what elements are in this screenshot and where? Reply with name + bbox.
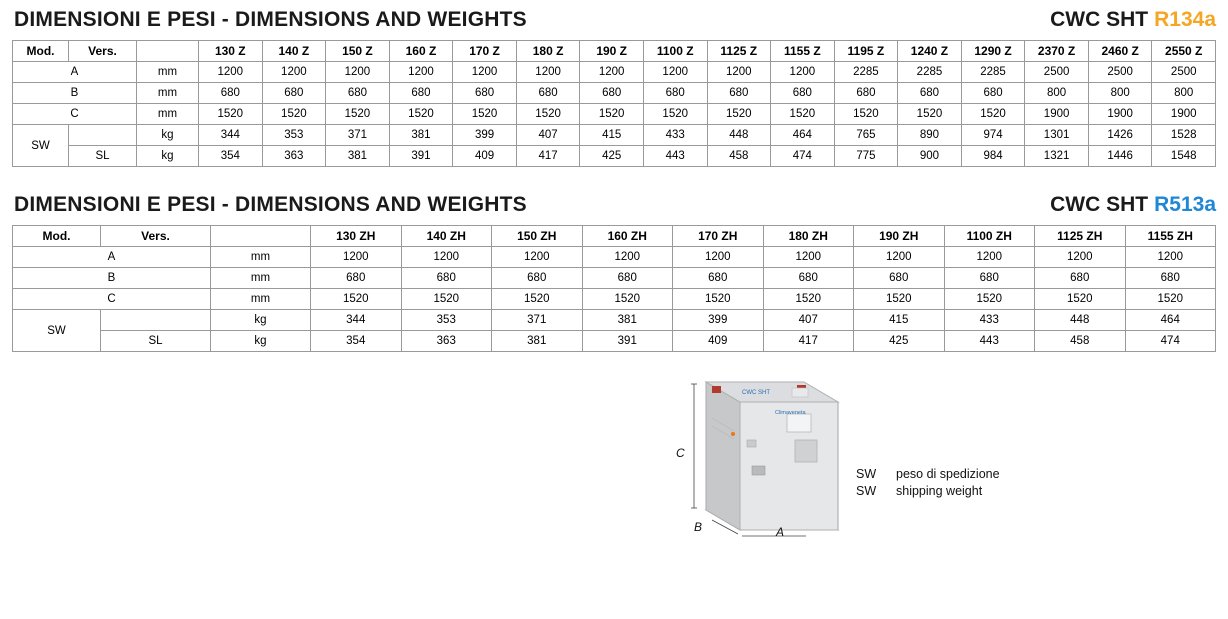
header-unit — [211, 226, 311, 247]
row-label: C — [13, 104, 137, 125]
table-row — [13, 331, 1216, 352]
legend-text: peso di spedizione — [896, 467, 1000, 481]
row-unit: mm — [137, 83, 199, 104]
cell: 458 — [1035, 331, 1126, 352]
cell: 680 — [771, 83, 835, 104]
dimension-label-a: A — [776, 525, 785, 539]
cell: 1200 — [582, 247, 673, 268]
cell: 1520 — [771, 104, 835, 125]
row-unit: mm — [211, 268, 311, 289]
header-col-2: 150 Z — [326, 41, 390, 62]
legend-row — [856, 466, 1000, 483]
table-row — [13, 310, 1216, 331]
cell: 1200 — [262, 62, 326, 83]
legend-key: SW — [856, 484, 877, 498]
row-unit: mm — [211, 247, 311, 268]
cell: 1520 — [311, 289, 402, 310]
cell: 1528 — [1152, 125, 1216, 146]
cell: 1520 — [898, 104, 962, 125]
cell: 1520 — [673, 289, 764, 310]
cell: 474 — [771, 146, 835, 167]
cell: 1520 — [262, 104, 326, 125]
cell: 391 — [582, 331, 673, 352]
header-col-3: 160 ZH — [582, 226, 673, 247]
header-col-2: 150 ZH — [492, 226, 583, 247]
cell: 1200 — [199, 62, 263, 83]
cell: 680 — [401, 268, 492, 289]
cell: 1200 — [1035, 247, 1126, 268]
header-vers: Vers. — [101, 226, 211, 247]
cell: 363 — [262, 146, 326, 167]
cell: 1520 — [643, 104, 707, 125]
header-col-6: 190 ZH — [854, 226, 945, 247]
cell: 1520 — [326, 104, 390, 125]
cell: 1200 — [673, 247, 764, 268]
cell: 381 — [492, 331, 583, 352]
cell: 433 — [944, 310, 1035, 331]
cell: 399 — [673, 310, 764, 331]
cell: 680 — [311, 268, 402, 289]
cell: 680 — [854, 268, 945, 289]
refrigerant-label-2: R513a — [1154, 193, 1216, 216]
cell: 415 — [854, 310, 945, 331]
row-label: A — [13, 247, 211, 268]
header-col-1: 140 ZH — [401, 226, 492, 247]
cell: 900 — [898, 146, 962, 167]
cell: 984 — [961, 146, 1025, 167]
cell: 407 — [763, 310, 854, 331]
cell: 1200 — [580, 62, 644, 83]
cell: 1321 — [1025, 146, 1089, 167]
cell: 1520 — [516, 104, 580, 125]
cell: 1200 — [453, 62, 517, 83]
dimension-label-c: C — [676, 446, 685, 460]
cell: 425 — [854, 331, 945, 352]
cell: 353 — [262, 125, 326, 146]
spacer-3 — [0, 217, 1228, 225]
cell: 353 — [401, 310, 492, 331]
section-title-2: DIMENSIONI E PESI - DIMENSIONS AND WEIGHTS — [14, 193, 527, 216]
cell: 1446 — [1088, 146, 1152, 167]
header-col-1: 140 Z — [262, 41, 326, 62]
table-header-row — [13, 226, 1216, 247]
cell: 680 — [199, 83, 263, 104]
spacer-top — [0, 0, 1228, 8]
cell: 2500 — [1025, 62, 1089, 83]
row-vers-sl: SL — [101, 331, 211, 352]
cell: 399 — [453, 125, 517, 146]
cell: 2285 — [961, 62, 1025, 83]
cell: 680 — [1125, 268, 1216, 289]
cell: 448 — [707, 125, 771, 146]
cell: 680 — [1035, 268, 1126, 289]
row-label: A — [13, 62, 137, 83]
cell: 1520 — [453, 104, 517, 125]
cell: 354 — [199, 146, 263, 167]
cell: 1200 — [389, 62, 453, 83]
figure-area — [0, 362, 1228, 552]
cell: 974 — [961, 125, 1025, 146]
dimensions-table-1 — [12, 40, 1216, 167]
cell: 2285 — [834, 62, 898, 83]
header-col-7: 1100 Z — [643, 41, 707, 62]
row-unit: mm — [137, 104, 199, 125]
cell: 381 — [389, 125, 453, 146]
cell: 371 — [492, 310, 583, 331]
legend — [856, 466, 1000, 500]
cell: 448 — [1035, 310, 1126, 331]
cell: 680 — [898, 83, 962, 104]
cell: 680 — [516, 83, 580, 104]
cell: 1520 — [707, 104, 771, 125]
cell: 1520 — [763, 289, 854, 310]
cell: 1520 — [854, 289, 945, 310]
cell: 1200 — [707, 62, 771, 83]
cell: 680 — [389, 83, 453, 104]
header-col-8: 1125 Z — [707, 41, 771, 62]
header-col-4: 170 Z — [453, 41, 517, 62]
cell: 409 — [673, 331, 764, 352]
header-col-5: 180 ZH — [763, 226, 854, 247]
cell: 381 — [326, 146, 390, 167]
cell: 474 — [1125, 331, 1216, 352]
cell: 1200 — [1125, 247, 1216, 268]
table-row — [13, 62, 1216, 83]
model-name-2: CWC SHT — [1050, 193, 1149, 216]
cell: 417 — [516, 146, 580, 167]
section-header-2 — [0, 193, 1228, 217]
section-header-1 — [0, 8, 1228, 32]
cell: 1520 — [401, 289, 492, 310]
cell: 800 — [1025, 83, 1089, 104]
cell: 1200 — [763, 247, 854, 268]
cell: 800 — [1088, 83, 1152, 104]
unit-illustration — [0, 362, 1228, 552]
cell: 1200 — [516, 62, 580, 83]
header-col-6: 190 Z — [580, 41, 644, 62]
cell: 425 — [580, 146, 644, 167]
table-row — [13, 104, 1216, 125]
legend-row — [856, 483, 1000, 500]
cell: 433 — [643, 125, 707, 146]
cell: 680 — [582, 268, 673, 289]
table-row — [13, 125, 1216, 146]
header-col-9: 1155 Z — [771, 41, 835, 62]
header-unit — [137, 41, 199, 62]
cell: 680 — [262, 83, 326, 104]
cell: 443 — [643, 146, 707, 167]
cell: 1520 — [834, 104, 898, 125]
cell: 1200 — [854, 247, 945, 268]
row-unit: kg — [211, 331, 311, 352]
row-unit: mm — [211, 289, 311, 310]
cell: 1520 — [492, 289, 583, 310]
cell: 1200 — [771, 62, 835, 83]
header-col-14: 2460 Z — [1088, 41, 1152, 62]
cell: 1200 — [944, 247, 1035, 268]
cell: 443 — [944, 331, 1035, 352]
cell: 1520 — [1035, 289, 1126, 310]
cell: 680 — [834, 83, 898, 104]
table-row — [13, 146, 1216, 167]
cell: 381 — [582, 310, 673, 331]
cell: 680 — [763, 268, 854, 289]
cell: 1520 — [389, 104, 453, 125]
table-header-row — [13, 41, 1216, 62]
section-model-1 — [1050, 8, 1216, 32]
cell: 407 — [516, 125, 580, 146]
cell: 680 — [707, 83, 771, 104]
cell: 1426 — [1088, 125, 1152, 146]
dimensions-table-2 — [12, 225, 1216, 352]
section-model-2 — [1050, 193, 1216, 217]
header-mod: Mod. — [13, 226, 101, 247]
svg-text:CWC SHT: CWC SHT — [742, 390, 770, 396]
cell: 1520 — [1125, 289, 1216, 310]
cell: 354 — [311, 331, 402, 352]
row-label-sw: SW — [13, 125, 69, 167]
table-row — [13, 289, 1216, 310]
table-row — [13, 247, 1216, 268]
cell: 680 — [453, 83, 517, 104]
cell: 1200 — [643, 62, 707, 83]
cell: 680 — [326, 83, 390, 104]
cell: 1200 — [401, 247, 492, 268]
cell: 1301 — [1025, 125, 1089, 146]
cell: 1520 — [199, 104, 263, 125]
cell: 680 — [643, 83, 707, 104]
header-vers: Vers. — [69, 41, 137, 62]
cell: 417 — [763, 331, 854, 352]
header-col-0: 130 Z — [199, 41, 263, 62]
header-col-8: 1125 ZH — [1035, 226, 1126, 247]
table-row — [13, 83, 1216, 104]
cell: 1200 — [326, 62, 390, 83]
cell: 680 — [944, 268, 1035, 289]
cell: 1520 — [961, 104, 1025, 125]
header-col-10: 1195 Z — [834, 41, 898, 62]
header-col-13: 2370 Z — [1025, 41, 1089, 62]
header-col-0: 130 ZH — [311, 226, 402, 247]
cell: 1520 — [582, 289, 673, 310]
row-vers — [101, 310, 211, 331]
legend-text: shipping weight — [896, 484, 983, 498]
row-unit: kg — [137, 146, 199, 167]
cell: 1520 — [944, 289, 1035, 310]
row-label: C — [13, 289, 211, 310]
table-row — [13, 268, 1216, 289]
legend-key: SW — [856, 467, 877, 481]
cell: 1520 — [580, 104, 644, 125]
spacer-1 — [0, 32, 1228, 40]
cell: 2500 — [1088, 62, 1152, 83]
cell: 363 — [401, 331, 492, 352]
cell: 2500 — [1152, 62, 1216, 83]
header-col-5: 180 Z — [516, 41, 580, 62]
cell: 1900 — [1152, 104, 1216, 125]
row-unit: kg — [211, 310, 311, 331]
cell: 890 — [898, 125, 962, 146]
cell: 1200 — [492, 247, 583, 268]
cell: 680 — [492, 268, 583, 289]
cell: 765 — [834, 125, 898, 146]
header-col-15: 2550 Z — [1152, 41, 1216, 62]
svg-text:Climaveneta: Climaveneta — [775, 410, 806, 416]
cell: 1200 — [311, 247, 402, 268]
section-title-1: DIMENSIONI E PESI - DIMENSIONS AND WEIGHTS — [14, 8, 527, 31]
row-vers-sl: SL — [69, 146, 137, 167]
dimension-label-b: B — [694, 520, 703, 534]
header-col-12: 1290 Z — [961, 41, 1025, 62]
cell: 2285 — [898, 62, 962, 83]
row-label-sw: SW — [13, 310, 101, 352]
row-vers — [69, 125, 137, 146]
cell: 409 — [453, 146, 517, 167]
cell: 775 — [834, 146, 898, 167]
cell: 391 — [389, 146, 453, 167]
header-col-4: 170 ZH — [673, 226, 764, 247]
cell: 800 — [1152, 83, 1216, 104]
header-col-11: 1240 Z — [898, 41, 962, 62]
cell: 680 — [673, 268, 764, 289]
model-name-1: CWC SHT — [1050, 8, 1149, 31]
header-col-3: 160 Z — [389, 41, 453, 62]
cell: 680 — [580, 83, 644, 104]
cell: 1548 — [1152, 146, 1216, 167]
header-col-7: 1100 ZH — [944, 226, 1035, 247]
cell: 464 — [1125, 310, 1216, 331]
cell: 371 — [326, 125, 390, 146]
cell: 344 — [311, 310, 402, 331]
cell: 458 — [707, 146, 771, 167]
header-mod: Mod. — [13, 41, 69, 62]
cell: 464 — [771, 125, 835, 146]
row-unit: kg — [137, 125, 199, 146]
cell: 680 — [961, 83, 1025, 104]
cell: 415 — [580, 125, 644, 146]
cell: 344 — [199, 125, 263, 146]
row-label: B — [13, 83, 137, 104]
cell: 1900 — [1088, 104, 1152, 125]
cell: 1900 — [1025, 104, 1089, 125]
row-label: B — [13, 268, 211, 289]
refrigerant-label-1: R134a — [1154, 8, 1216, 31]
spacer-2 — [0, 167, 1228, 193]
row-unit: mm — [137, 62, 199, 83]
header-col-9: 1155 ZH — [1125, 226, 1216, 247]
